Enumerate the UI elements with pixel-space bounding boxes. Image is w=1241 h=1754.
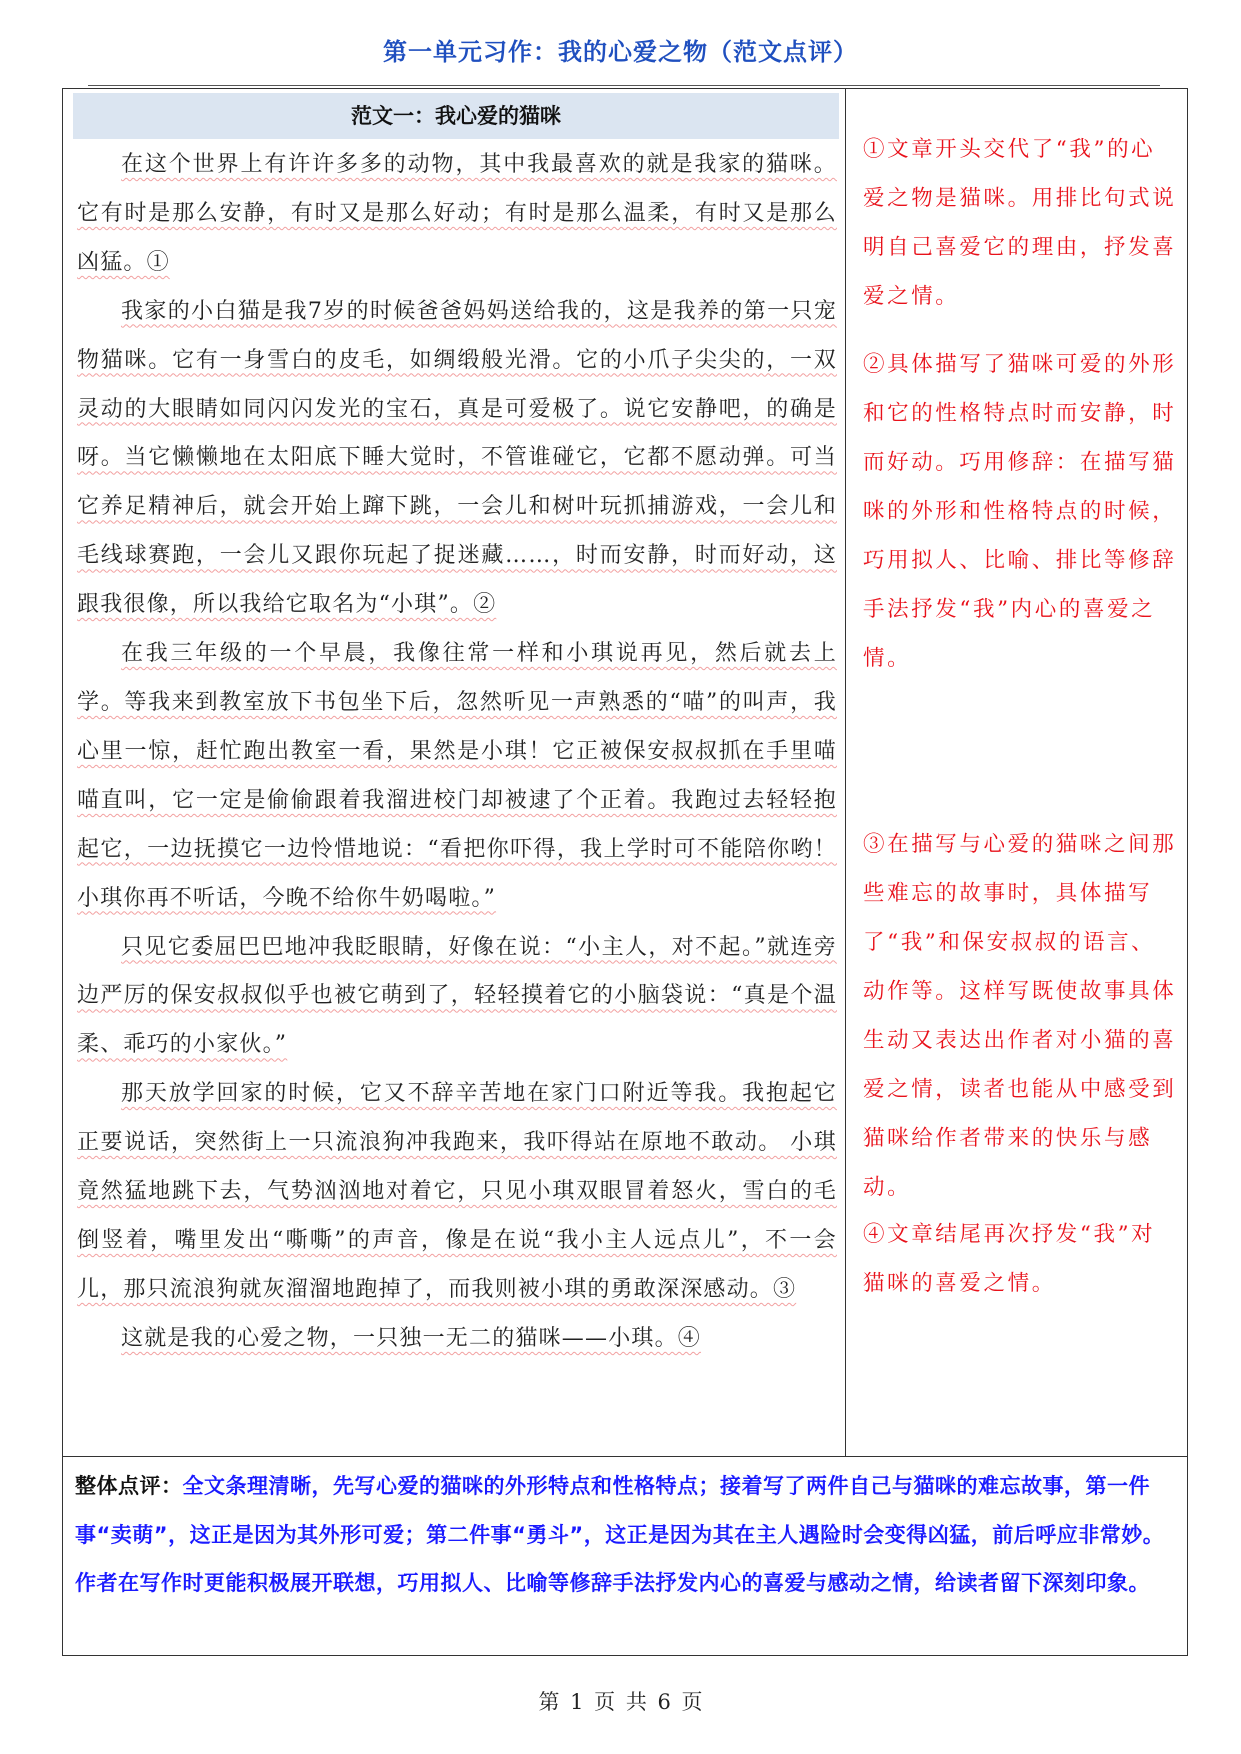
title-divider <box>88 85 1160 86</box>
annotation-note: ③在描写与心爱的猫咪之间那些难忘的故事时，具体描写了“我”和保安叔叔的语言、动作等。这样写既使故事具体生动又表达出作者对小猫的喜爱之情，读者也能从中感受到猫咪给作者带来的快乐与感动。 <box>863 832 1177 1200</box>
page-title: 第一单元习作：我的心爱之物（范文点评） <box>383 38 858 66</box>
page-number: 第 1 页 共 6 页 <box>538 1690 703 1714</box>
annotation-note: ②具体描写了猫咪可爱的外形和它的性格特点时而安静，时而好动。巧用修辞：在描写猫咪的外形和性格特点的时候，巧用拟人、比喻、排比等修辞手法抒发“我”内心的喜爱之情。 <box>863 352 1177 671</box>
essay-paragraph: 这就是我的心爱之物，一只独一无二的猫咪——小琪。④ <box>121 1325 702 1351</box>
annotation-note: ④文章结尾再次抒发“我”对猫咪的喜爱之情。 <box>863 1222 1156 1296</box>
essay-heading: 范文一：我心爱的猫咪 <box>73 93 839 139</box>
annotation-note: ①文章开头交代了“我”的心爱之物是猫咪。用排比句式说明自己喜爱它的理由，抒发喜爱之情。 <box>863 137 1177 309</box>
row-divider <box>63 1456 1187 1457</box>
essay-paragraph: 我家的小白猫是我7岁的时候爸爸妈妈送给我的，这是我养的第一只宠物猫咪。它有一身雪白的皮毛，如绸缎般光滑。它的小爪子尖尖的，一双灵动的大眼睛如同闪闪发光的宝石，真是可爱极了。说它安静吧，的确是呀。当它懒懒地在太阳底下睡大觉时，不管谁碰它，它都不愿动弹。可当它养足精神后，就会开始上蹿下跳，一会儿和树叶玩抓捕游戏，一会儿和毛线球赛跑，一会儿又跟你玩起了捉迷藏……，时而安静，时而好动，这跟我很像，所以我给它取名为“小琪”。② <box>77 298 837 618</box>
overall-review-text: 全文条理清晰，先写心爱的猫咪的外形特点和性格特点；接着写了两件自己与猫咪的难忘故事，第一件事“卖萌”，这正是因为其外形可爱；第二件事“勇斗”，这正是因为其在主人遇险时会变得凶猛，前后呼应非常妙。作者在写作时更能积极展开联想，巧用拟人、比喻等修辞手法抒发内心的喜爱与感动之情，给读者留下深刻印象。 <box>75 1474 1165 1595</box>
essay-paragraph: 在我三年级的一个早晨，我像往常一样和小琪说再见，然后就去上学。等我来到教室放下书包坐下后，忽然听见一声熟悉的“喵”的叫声，我心里一惊，赶忙跑出教室一看，果然是小琪！它正被保安叔叔抓在手里喵喵直叫，它一定是偷偷跟着我溜进校门却被逮了个正着。我跑过去轻轻抱起它，一边抚摸它一边怜惜地说：“看把你吓得，我上学时可不能陪你哟！小琪你再不听话，今晚不给你牛奶喝啦。” <box>77 641 837 911</box>
overall-review <box>75 1462 1177 1608</box>
column-divider <box>845 89 846 1456</box>
essay-paragraph: 只见它委屈巴巴地冲我眨眼睛，好像在说：“小主人，对不起。”就连旁边严厉的保安叔叔似乎也被它萌到了，轻轻摸着它的小脑袋说：“真是个温柔、乖巧的小家伙。” <box>77 934 837 1058</box>
essay-paragraph: 在这个世界上有许许多多的动物，其中我最喜欢的就是我家的猫咪。它有时是那么安静，有时又是那么好动；有时是那么温柔，有时又是那么凶猛。① <box>77 152 837 275</box>
essay-review-table <box>62 88 1188 1656</box>
essay-paragraph: 那天放学回家的时候，它又不辞辛苦地在家门口附近等我。我抱起它正要说话，突然街上一只流浪狗冲我跑来，我吓得站在原地不敢动。 小琪竟然猛地跳下去，气势汹汹地对着它，只见小琪双眼冒着怒火，雪白的毛倒竖着，嘴里发出“嘶嘶”的声音，像是在说“我小主人远点儿”，不一会儿，那只流浪狗就灰溜溜地跑掉了，而我则被小琪的勇敢深深感动。③ <box>77 1081 837 1302</box>
overall-review-label: 整体点评： <box>75 1474 183 1498</box>
essay-body <box>77 141 837 1364</box>
